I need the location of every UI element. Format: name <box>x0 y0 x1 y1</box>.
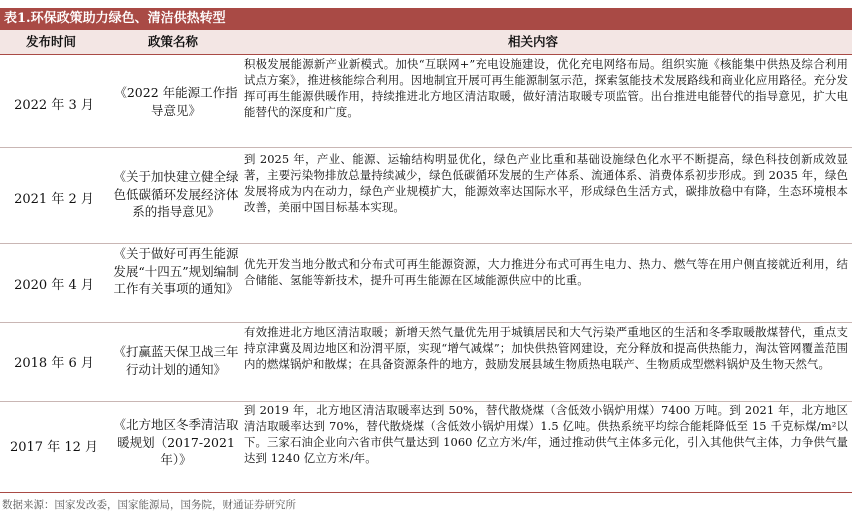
row-policy: 《打赢蓝天保卫战三年行动计划的通知》 <box>113 344 239 377</box>
row-date: 2020 年 4 月 <box>14 278 94 293</box>
row-policy: 《关于加快建立健全绿色低碳循环发展经济体系的指导意见》 <box>113 169 239 219</box>
row-date: 2017 年 12 月 <box>9 440 99 455</box>
row-content: 优先开发当地分散式和分布式可再生能源资源，大力推进分布式可再生电力、热力、燃气等在用户侧直接就近利用，结合储能、氢能等新技术，提升可再生能源在区域能源供应中的比重。 <box>244 257 848 287</box>
row-content: 积极发展能源新产业新模式。加快“互联网+”充电设施建设，优化充电网络布局。组织实施《核能集中供热及综合利用试点方案》，推进核能综合利用。因地制宜开展可再生能源制氢示范，探索氢能技术发展路线和商业化应用路径。充分发挥可再生能源供暖作用，持续推进北方地区清洁取暖，做好清洁取暖专项监管。出台推进电能替代的指导意见，扩大电能替代的深度和广度。 <box>244 57 848 119</box>
row-content: 到 2025 年，产业、能源、运输结构明显优化，绿色产业比重和基础设施绿色化水平不断提高，绿色科技创新成效显著，主要污染物排放总量持续减少，绿色低碳循环发展的生产体系、流通体系、消费体系初步形成。到 2035 年，绿色发展将成为内在动力，绿色产业规模扩大，能源效率达国际水平，形成绿色生活方式，碳排放稳中有降，生态环境根本改善，美丽中国目标基本实现。 <box>244 152 848 214</box>
table-bottom-rule <box>0 492 852 493</box>
row-policy: 《2022 年能源工作指导意见》 <box>114 85 238 118</box>
table-row <box>0 244 852 322</box>
table-row <box>0 323 852 401</box>
table-row <box>0 402 852 492</box>
table-title: 表1.环保政策助力绿色、清洁供热转型 <box>0 8 852 30</box>
table-header-row <box>0 30 852 54</box>
row-content: 到 2019 年，北方地区清洁取暖率达到 50%，替代散烧煤（含低效小锅炉用煤）7400 万吨。到 2021 年，北方地区清洁取暖率达到 70%，替代散烧煤（含低效小锅炉用煤）1.5 亿吨。供热系统平均综合能耗降低至 15 千克标煤/m²以下。三家石油企业向六省市供气量达到 1060 亿立方米/年，通过推动供气主体多元化，引入其他供气主体，力争供气量达到 1240 亿立方米/年。 <box>244 403 848 465</box>
row-date: 2021 年 2 月 <box>14 192 94 207</box>
row-policy: 《关于做好可再生能源发展“十四五”规划编制工作有关事项的通知》 <box>113 246 239 296</box>
header-policy: 政策名称 <box>148 34 199 49</box>
row-date: 2022 年 3 月 <box>14 98 94 113</box>
row-content: 有效推进北方地区清洁取暖；新增天然气量优先用于城镇居民和大气污染严重地区的生活和冬季取暖散煤替代，重点支持京津冀及周边地区和汾渭平原，实现“增气减煤”；加快供热管网建设，充分释放和提高供热能力，淘汰管网覆盖范围内的燃煤锅炉和散煤；在具备资源条件的地方，鼓励发展县域生物质热电联产、生物质成型燃料锅炉及生物天然气。 <box>244 325 848 371</box>
row-policy: 《北方地区冬季清洁取暖规划（2017-2021 年）》 <box>113 417 239 467</box>
table-row <box>0 148 852 243</box>
source-note: 数据来源：国家发改委，国家能源局，国务院，财通证券研究所 <box>2 499 296 511</box>
table-row <box>0 55 852 147</box>
header-date: 发布时间 <box>26 34 77 49</box>
row-date: 2018 年 6 月 <box>14 356 94 371</box>
header-content: 相关内容 <box>508 34 559 49</box>
